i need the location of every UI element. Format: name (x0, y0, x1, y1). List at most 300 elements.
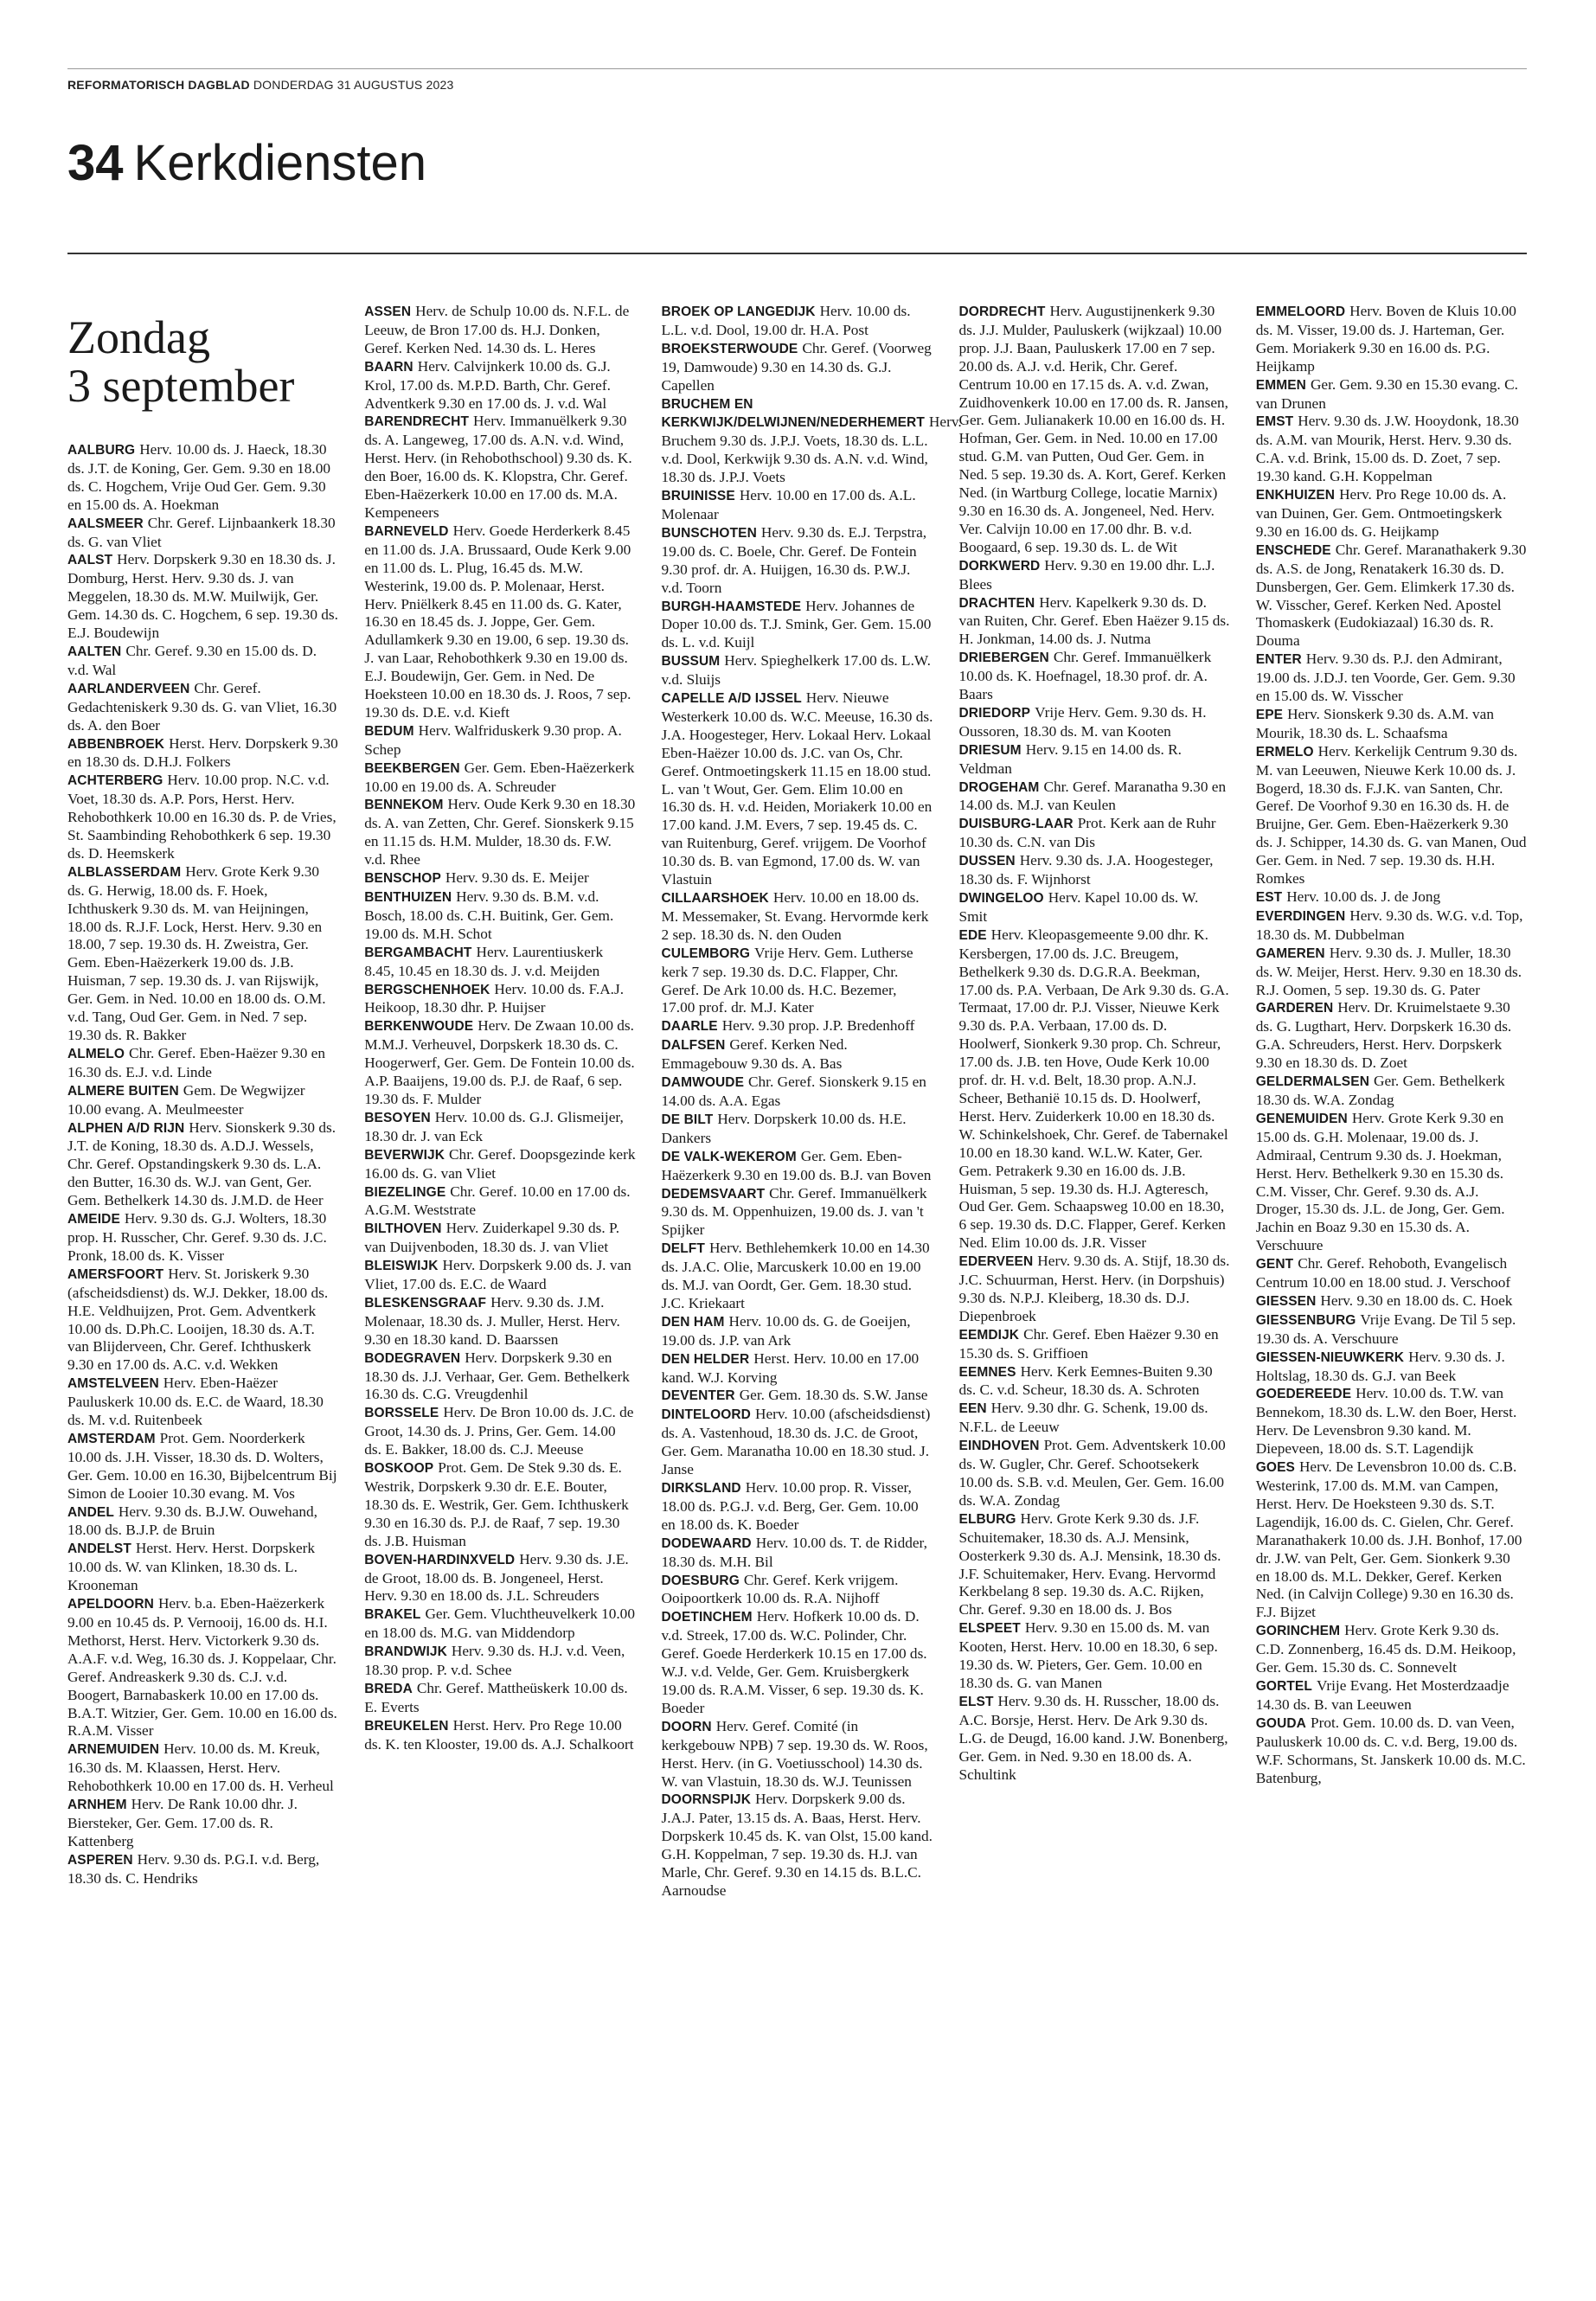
place-name: BREDA (364, 1681, 413, 1696)
service-details: Herv. Sionskerk 9.30 ds. A.M. van Mourik, 18.30 ds. L. Schaafsma (1255, 705, 1494, 741)
service-entry (67, 1375, 338, 1430)
place-name: CULEMBORG (661, 945, 751, 961)
place-name: ALMELO (67, 1046, 125, 1061)
place-name: DODEWAARD (661, 1535, 752, 1551)
service-entry (662, 1313, 933, 1350)
place-name: EMMEN (1255, 377, 1306, 393)
service-entry (662, 524, 933, 598)
service-entry (67, 441, 338, 515)
column-1-entries (67, 441, 338, 1888)
service-entry (67, 1503, 338, 1541)
place-name: DUISBURG-LAAR (958, 817, 1074, 832)
column-5 (1256, 303, 1527, 2258)
service-details: Chr. Geref. Sionskerk 9.15 en 14.00 ds. A.A. Egas (661, 1074, 926, 1109)
place-name: GENT (1255, 1257, 1294, 1272)
service-entry (364, 1404, 635, 1459)
place-name: EEMNES (958, 1364, 1016, 1380)
service-entry (1256, 1110, 1527, 1255)
service-entry (1256, 376, 1527, 413)
place-name: ABBENBROEK (67, 736, 165, 752)
service-entry (1256, 945, 1527, 1000)
service-entry (364, 1606, 635, 1643)
service-details: Herst. Herv. Dorpskerk 9.30 en 18.30 ds. D.H.J. Folkers (67, 734, 338, 771)
place-name: EEMDIJK (958, 1327, 1020, 1343)
column-3 (661, 303, 962, 2258)
service-entry (662, 1608, 933, 1717)
service-entry (959, 1619, 1230, 1693)
column-3-entries (661, 303, 962, 1900)
service-details: Herv. 10.00 ds. T. de Ridder, 18.30 ds. M.H. Bil (661, 1534, 927, 1570)
service-entry (959, 889, 1230, 926)
service-entry (1256, 1622, 1527, 1677)
service-details: Herv. De Bron 10.00 ds. J.C. de Groot, 14.30 ds. J. Prins, Ger. Gem. 14.00 ds. E. Bakker, 18.00 ds. C.J. Meeuse (364, 1404, 634, 1458)
service-entry (364, 981, 635, 1018)
service-details: Chr. Geref. Kerk vrijgem. Ooipoortkerk 10.00 ds. R.A. Nijhoff (661, 1571, 899, 1607)
day-heading-date: 3 september (67, 360, 295, 412)
service-details: Chr. Geref. Immanuëlkerk 10.00 ds. K. Hoefnagel, 18.30 prof. dr. A. Baars (958, 649, 1212, 703)
place-name: AALBURG (67, 443, 136, 458)
service-details: Herv. Sionskerk 9.30 ds. J.T. de Koning, 18.30 ds. A.D.J. Wessels, Chr. Geref. Opstandingskerk 9.30 ds. L.A. den Butter, 16.30 ds. W.J. van Gent, Ger. Gem. Bethelkerk 14.30 ds. J.M.D. de Heer (67, 1118, 337, 1209)
place-name: EINDHOVEN (958, 1439, 1040, 1454)
service-entry (662, 1791, 933, 1900)
place-name: ASPEREN (67, 1852, 133, 1868)
place-name: DIRKSLAND (661, 1481, 741, 1496)
service-details: Herv. 9.30 ds. P.G.I. v.d. Berg, 18.30 ds. C. Hendriks (67, 1850, 320, 1887)
service-entry (662, 1036, 933, 1074)
place-name: DRIEBERGEN (958, 651, 1049, 666)
service-details: Herv. Grote Kerk 9.30 ds. C.D. Zonnenberg, 16.45 ds. D.M. Heikoop, Ger. Gem. 15.30 ds. C. Sonnevelt (1255, 1622, 1516, 1676)
place-name: AMERSFOORT (67, 1266, 164, 1282)
service-details: Herv. Grote Kerk 9.30 ds. J.F. Schuitemaker, 18.30 ds. A.J. Mensink, Oosterkerk 9.30 ds. A.J. Mensink, 18.30 ds. J.F. Schuitemaker, Herv. Evang. Hervormd Kerkbelang 8 sep. 19.30 ds. A.C. Rijken, Chr. Geref. 9.30 en 18.00 ds. J. Bos (958, 1509, 1221, 1618)
service-details: Chr. Geref. Maranatha 9.30 en 14.00 ds. M.J. van Keulen (958, 778, 1227, 814)
service-details: Herv. 9.30 ds. H.J. v.d. Veen, 18.30 prop. P. v.d. Schee (364, 1643, 625, 1679)
service-entry (959, 741, 1230, 779)
service-entry (67, 1082, 338, 1119)
service-entry (662, 889, 933, 945)
service-details: Herv. Dr. Kruimelstaete 9.30 ds. G. Lugthart, Herv. Dorpskerk 16.30 ds. G.A. Schreuders, Herst. Herv. Dorpskerk 9.30 en 18.30 ds. D. Zoet (1255, 999, 1512, 1072)
service-details: Prot. Kerk aan de Ruhr 10.30 ds. C.N. van Dis (958, 815, 1216, 851)
service-details: Vrije Herv. Gem. 9.30 ds. H. Oussoren, 18.30 ds. M. van Kooten (958, 703, 1207, 740)
service-entry (67, 1595, 338, 1740)
service-entry (364, 1109, 635, 1146)
place-name: BERGSCHENHOEK (364, 982, 490, 997)
service-details: Herv. Oude Kerk 9.30 en 18.30 ds. A. van Zetten, Chr. Geref. Sionskerk 9.15 en 11.15 ds. H.M. Mulder, 18.30 ds. F.W. v.d. Rhee (364, 796, 636, 868)
place-name: DRIEDORP (958, 705, 1031, 721)
service-entry (1256, 1677, 1527, 1715)
place-name: APELDOORN (67, 1597, 154, 1612)
service-details: Herv. Grote Kerk 9.30 en 15.00 ds. G.H. Molenaar, 19.00 ds. J. Admiraal, Centrum 9.30 ds. J. Hoekman, Herst. Herv. Bethelkerk 9.30 en 15.30 ds. C.M. Visser, Chr. Geref. 9.30 ds. A.J. Droger, 15.30 ds. J.L. de Jong, Ger. Gem. Jachin en Boaz 9.30 en 15.30 ds. A. Verschuure (1255, 1109, 1505, 1254)
place-name: ELBURG (958, 1511, 1016, 1527)
place-name: BERGAMBACHT (364, 945, 472, 960)
place-name: ELST (958, 1694, 994, 1709)
column-4-entries (959, 303, 1230, 1784)
place-name: ALPHEN A/D RIJN (67, 1120, 185, 1136)
day-heading-weekday: Zondag (67, 311, 210, 363)
service-entry (1256, 907, 1527, 945)
service-details: Herv. 10.00 ds. F.A.J. Heikoop, 18.30 dhr. P. Huijser (364, 980, 625, 1016)
service-entry (1256, 1458, 1527, 1622)
listings (67, 303, 1527, 2258)
place-name: AMSTERDAM (67, 1431, 156, 1446)
place-name: BIEZELINGE (364, 1184, 446, 1200)
place-name: ALBLASSERDAM (67, 864, 182, 880)
service-details: Chr. Geref. Eben-Haëzer 9.30 en 16.30 ds. E.J. v.d. Linde (67, 1044, 325, 1080)
service-details: Herv. De Rank 10.00 dhr. J. Biersteker, Ger. Gem. 17.00 ds. R. Kattenberg (67, 1796, 298, 1849)
service-entry (364, 358, 635, 413)
service-entry (959, 1253, 1230, 1326)
place-name: BRAKEL (364, 1607, 421, 1623)
place-name: BROEK OP LANGEDIJK (661, 304, 816, 319)
service-entry (364, 1680, 635, 1717)
place-name: BLESKENSGRAAF (364, 1295, 487, 1311)
place-name: EMST (1255, 414, 1294, 430)
service-details: Ger. Gem. 18.30 ds. S.W. Janse (739, 1387, 928, 1404)
place-name: BESOYEN (364, 1110, 431, 1125)
place-name: BUNSCHOTEN (661, 525, 757, 541)
service-details: Ger. Gem. Eben-Haëzerkerk 9.30 en 19.00 ds. B.J. van Boven (661, 1147, 932, 1183)
service-entry (662, 1535, 933, 1572)
service-entry (364, 1643, 635, 1680)
service-details: Herv. 9.30 ds. J. Muller, 18.30 ds. W. Meijer, Herst. Herv. 9.30 en 18.30 ds. R.J. Oomen, 5 sep. 19.30 ds. G. Pater (1255, 944, 1522, 998)
service-details: Herv. 10.00 ds. J. Haeck, 18.30 ds. J.T. de Koning, Ger. Gem. 9.30 en 18.00 ds. C. Hogchem, Vrije Oud Ger. Gem. 9.30 en 15.00 ds. A. Hoekman (67, 441, 330, 513)
service-details: Herv. de Schulp 10.00 ds. N.F.L. de Leeuw, de Bron 17.00 ds. H.J. Donken, Geref. Kerken Ned. 14.30 ds. L. Heres (364, 303, 630, 356)
place-name: DALFSEN (661, 1038, 726, 1054)
service-entry (661, 395, 962, 488)
service-entry (1256, 303, 1527, 376)
service-entry (662, 487, 933, 524)
service-details: Herv. 9.30 ds. E. Meijer (445, 869, 589, 887)
page-title (67, 135, 427, 191)
service-details: Chr. Geref. 10.00 en 17.00 ds. A.G.M. Weststrate (364, 1183, 631, 1219)
place-name: DOORNSPIJK (661, 1792, 751, 1808)
service-entry (959, 557, 1230, 594)
place-name: DORKWERD (958, 558, 1041, 574)
place-name: EST (1255, 890, 1283, 905)
service-entry (959, 1363, 1230, 1400)
service-entry (662, 1718, 933, 1791)
service-entry (662, 1406, 933, 1479)
service-details: Herv. 9.30 ds. J.A. Hoogesteger, 18.30 ds. F. Wijnhorst (958, 852, 1214, 888)
service-details: Herv. 9.30 en 18.00 ds. C. Hoek (1320, 1292, 1513, 1309)
service-entry (662, 1148, 933, 1185)
place-name: GIESSENBURG (1255, 1312, 1356, 1328)
service-details: Herv. 9.30 en 19.00 dhr. L.J. Blees (958, 556, 1215, 593)
place-name: BOVEN-HARDINXVELD (364, 1552, 516, 1567)
service-entry (1256, 1073, 1527, 1110)
service-details: Herv. Calvijnkerk 10.00 ds. G.J. Krol, 17.00 ds. M.P.D. Barth, Chr. Geref. Adventkerk 9.30 en 17.00 ds. J. v.d. Wal (364, 357, 611, 412)
service-entry (67, 515, 338, 552)
place-name: GENEMUIDEN (1255, 1111, 1348, 1126)
service-details: Herv. Grote Kerk 9.30 ds. G. Herwig, 18.00 ds. F. Hoek, Ichthuskerk 9.30 ds. M. van Heijningen, 18.00 ds. R.J.F. Lock, Herst. Herv. 9.30 en 18.00, 7 sep. 19.30 ds. H. Zweistra, Ger. Gem. Eben-Haëzerkerk 19.00 ds. J.B. Huisman, 7 sep. 19.30 ds. J. van Rijswijk, Ger. Gem. in Ned. 10.00 en 18.00 ds. O.M. v.d. Tang, Oud Ger. Gem. in Ned. 7 sep. 19.30 ds. R. Bakker (67, 862, 326, 1043)
service-details: Herv. St. Joriskerk 9.30 (afscheidsdienst) ds. W.J. Dekker, 18.00 ds. H.E. Veldhuijzen, Prot. Gem. Adventkerk 10.00 ds. D.Ph.C. Looijen, 18.30 ds. A.T. van Blijderveen, Chr. Geref. Ichthuskerk 9.30 en 17.00 ds. A.C. v.d. Wekken (67, 1265, 329, 1374)
service-details: Herv. 9.30 ds. J.W. Hooydonk, 18.30 ds. A.M. van Mourik, Herst. Herv. 9.30 ds. C.A. v.d. Brink, 15.00 ds. D. Zoet, 7 sep. 19.30 kand. G.H. Koppelman (1255, 413, 1519, 485)
column-5-entries (1256, 303, 1527, 1787)
place-name: BENTHUIZEN (364, 890, 452, 905)
service-entry (662, 1074, 933, 1111)
place-name: DEN HAM (661, 1314, 725, 1330)
place-name: ANDELST (67, 1541, 131, 1557)
service-entry (662, 1240, 933, 1313)
service-details: Herv. Nieuwe Westerkerk 10.00 ds. W.C. Meeuse, 16.30 ds. J.A. Hoogesteger, Herv. Lokaal Herv. Lokaal Eben-Haëzer 10.00 ds. J.C. van Os, Chr. Geref. Ontmoetingskerk 11.15 en 18.00 stud. L. van 't Wout, Ger. Gem. Elim 10.00 en 16.30 ds. H. v.d. Heiden, Moriakerk 10.00 en 17.00 kand. J.M. Evers, 7 sep. 19.45 ds. C. van Ruitenburg, Geref. vrijgem. De Voorhof 10.30 ds. B. van Egmond, 17.00 ds. W. van Vlastuin (661, 689, 933, 888)
service-details: Herv. 9.30 en 15.00 ds. M. van Kooten, Herst. Herv. 10.00 en 18.30, 6 sep. 19.30 ds. W. Pieters, Ger. Gem. 10.00 en 18.30 ds. G. van Manen (958, 1619, 1218, 1691)
service-details: Herv. Kleopasgemeente 9.00 dhr. K. Kersbergen, 17.00 ds. J.C. Breugem, Bethelkerk 9.30 ds. D.G.R.A. Beekman, 17.00 ds. P.A. Verbaan, De Ark 9.30 ds. G.A. Termaat, 17.00 dr. P.J. Visser, Nieuwe Kerk 9.30 ds. P.A. Verbaan, 17.00 ds. D. Hoolwerf, Sionkerk 9.30 prop. Ch. Schreur, 17.00 ds. J.B. ten Hove, Oude Kerk 10.00 prof. dr. H. v.d. Belt, 18.30 prop. A.N.J. Scheer, Bethanië 10.15 ds. D. Hoolwerf, Herst. Herv. Zuiderkerk 10.00 en 18.30 ds. W. Schinkelshoek, Chr. Geref. de Tabernakel 10.00 en 18.30 kand. W.L.W. Kater, Ger. Gem. Petrakerk 9.30 en 16.00 ds. J.B. Huisman, 5 sep. 19.30 ds. H.J. Agteresch, Oud Ger. Gem. Schaapsweg 10.00 en 18.30, 6 sep. 19.30 ds. D.C. Flapper, Geref. Kerken Ned. Elim 10.00 ds. J.R. Visser (958, 926, 1229, 1252)
place-name: BREUKELEN (364, 1718, 449, 1734)
service-entry (364, 1551, 635, 1606)
service-entry (364, 522, 635, 722)
service-details: Herv. 10.00 (afscheidsdienst) ds. A. Vastenhoud, 18.30 ds. J.C. de Groot, Ger. Gem. Maranatha 10.00 en 18.30 stud. J. Janse (661, 1406, 931, 1478)
place-name: CILLAARSHOEK (661, 891, 769, 906)
service-details: Herv. Boven de Kluis 10.00 ds. M. Visser, 19.00 ds. J. Harteman, Ger. Gem. Moriakerk 9.30 en 16.00 ds. P.G. Heijkamp (1255, 303, 1516, 375)
service-details: Herv. Dorpskerk 9.30 en 18.30 ds. J. Domburg, Herst. Herv. 9.30 ds. J. van Meggelen, 18.30 ds. M.W. Muilwijk, Ger. Gem. 14.30 ds. C. Hogchem, 6 sep. 19.30 ds. E.J. Boudewijn (67, 551, 338, 642)
service-entry (364, 944, 635, 981)
place-name: DEDEMSVAART (661, 1186, 766, 1202)
service-entry (959, 1437, 1230, 1510)
place-name: BOSKOOP (364, 1461, 434, 1477)
place-name: BEEKBERGEN (364, 760, 460, 776)
service-details: Herv. 10.00 ds. L.L. v.d. Dool, 19.00 dr. H.A. Post (661, 303, 911, 338)
place-name: BURGH-HAAMSTEDE (661, 599, 802, 614)
service-entry (364, 722, 635, 760)
place-name: AMSTELVEEN (67, 1376, 159, 1392)
service-entry (662, 303, 933, 340)
service-entry (662, 945, 933, 1018)
service-entry (67, 1045, 338, 1082)
place-name: BUSSUM (661, 654, 721, 670)
service-details: Herv. 10.00 ds. M. Kreuk, 16.30 ds. M. Klaassen, Herst. Herv. Rehobothkerk 10.00 en 17.00 ds. H. Verheul (67, 1740, 334, 1795)
service-entry (67, 1266, 338, 1375)
place-name: DRIESUM (958, 742, 1022, 758)
service-details: Prot. Gem. De Stek 9.30 ds. E. Westrik, Dorpskerk 9.30 dr. E.E. Bouter, 18.30 ds. E. Westrik, Ger. Gem. Ichthuskerk 9.30 en 16.30 ds. P.J. de Raaf, 7 sep. 19.30 ds. J.B. Huisman (364, 1459, 629, 1549)
place-name: GOES (1255, 1460, 1295, 1476)
running-header (67, 78, 1527, 92)
service-entry (1256, 1385, 1527, 1458)
service-details: Chr. Geref. Rehoboth, Evangelisch Centrum 10.00 en 18.00 stud. J. Verschoof (1255, 1255, 1511, 1292)
place-name: ENTER (1255, 652, 1302, 668)
service-details: Herv. Johannes de Doper 10.00 ds. T.J. Smink, Ger. Gem. 15.00 ds. L. v.d. Kuijl (661, 597, 932, 651)
service-entry (1256, 999, 1527, 1073)
service-entry (662, 1479, 933, 1535)
service-details: Vrije Evang. De Til 5 sep. 19.30 ds. A. Verschuure (1255, 1311, 1516, 1347)
service-entry (67, 551, 338, 643)
place-name: BENNEKOM (364, 798, 444, 813)
service-details: Ger. Gem. Eben-Haëzerkerk 10.00 en 19.00 ds. A. Schreuder (364, 759, 635, 795)
service-details: Herst. Herv. Pro Rege 10.00 ds. K. ten Klooster, 19.00 ds. A.J. Schalkoort (364, 1716, 634, 1753)
service-details: Vrije Herv. Gem. Lutherse kerk 7 sep. 19.30 ds. D.C. Flapper, Chr. Geref. De Ark 10.00 ds. H.C. Bezemer, 17.00 prof. dr. M.J. Kater (661, 944, 913, 1016)
place-name: BEDUM (364, 723, 414, 739)
service-details: Herv. 9.30 ds. E.J. Terpstra, 19.00 ds. C. Boele, Chr. Geref. De Fontein 9.30 prof. dr. A. Huijgen, 16.30 ds. P.W.J. v.d. Toorn (661, 523, 927, 596)
place-name: GIESSEN-NIEUWKERK (1255, 1349, 1405, 1365)
service-details: Herv. Immanuëlkerk 9.30 ds. A. Langeweg, 17.00 ds. A.N. v.d. Wind, Herst. Herv. (in Rehobothschool) 9.30 ds. K. den Boer, 16.00 ds. K. Klopstra, Chr. Geref. Eben-Haëzerkerk 10.00 en 17.00 ds. M.A. Kempeneers (364, 413, 632, 521)
service-details: Herst. Herv. Herst. Dorpskerk 10.00 ds. W. van Klinken, 18.30 ds. L. Krooneman (67, 1540, 316, 1594)
service-entry (364, 1257, 635, 1294)
column-2 (364, 303, 635, 2258)
place-name: DOETINCHEM (661, 1610, 753, 1625)
service-entry (67, 680, 338, 735)
service-entry (364, 869, 635, 888)
place-name: AALST (67, 553, 113, 568)
place-name: DEVENTER (661, 1388, 735, 1404)
place-name: BEVERWIJK (364, 1147, 445, 1163)
publication-date: DONDERDAG 31 AUGUSTUS 2023 (253, 78, 454, 92)
service-entry (662, 1017, 933, 1036)
service-details: Chr. Geref. Maranathakerk 9.30 ds. A.S. de Jong, Renatakerk 16.30 ds. D. Dunsbergen, Ger. Gem. Elimkerk 17.30 ds. W. Visscher, Geref. Kerken Ned. Apostel Thomaskerk (Eudokiazaal) 16.30 ds. R. Douma (1255, 541, 1527, 650)
service-details: Chr. Geref. (Voorweg 19, Damwoude) 9.30 en 14.30 ds. G.J. Capellen (661, 339, 932, 394)
service-details: Herv. 9.30 ds. A. Stijf, 18.30 ds. J.C. Schuurman, Herst. Herv. (in Dorpshuis) 9.30 ds. N.P.J. Kleiberg, 18.30 ds. D.J. Diepenbroek (958, 1253, 1230, 1324)
service-details: Herv. 10.00 ds. G. de Goeijen, 19.00 ds. J.P. van Ark (661, 1312, 911, 1349)
service-details: Herv. Laurentiuskerk 8.45, 10.45 en 18.30 ds. J. v.d. Meijden (364, 943, 604, 979)
service-details: Herv. De Zwaan 10.00 ds. M.M.J. Verheuvel, Dorpskerk 18.30 ds. C. Hoogerwerf, Ger. Gem. De Fontein 10.00 ds. A.P. Baaijens, 19.00 ds. P.J. de Raaf, 6 sep. 19.30 ds. F. Mulder (364, 1017, 635, 1107)
service-entry (662, 1572, 933, 1609)
place-name: BLEISWIJK (364, 1259, 439, 1274)
service-entry (1256, 1255, 1527, 1292)
place-name: DOORN (661, 1719, 712, 1734)
service-entry (959, 649, 1230, 704)
service-entry (1256, 651, 1527, 706)
place-name: BRUINISSE (661, 489, 735, 504)
service-details: Herv. Bruchem 9.30 ds. J.P.J. Voets, 18.30 ds. L.L. v.d. Dool, Kerkwijk 9.30 ds. A.N. v.d. Wind, 18.30 ds. J.P.J. Voets (661, 413, 962, 486)
service-entry (364, 1294, 635, 1349)
place-name: BODEGRAVEN (364, 1350, 461, 1366)
service-details: Gem. De Wegwijzer 10.00 evang. A. Meulmeester (67, 1081, 305, 1118)
place-name: DROGEHAM (958, 779, 1040, 795)
service-details: Herv. 9.30 ds. J. Holtslag, 18.30 ds. G.J. van Beek (1255, 1348, 1505, 1384)
service-entry (1256, 542, 1527, 651)
service-details: Chr. Geref. Doopsgezinde kerk 16.00 ds. G. van Vliet (364, 1145, 636, 1182)
service-entry (364, 888, 635, 944)
service-entry (364, 1183, 635, 1221)
service-details: Herv. Kapel 10.00 ds. W. Smit (958, 889, 1199, 925)
service-details: Herv. Augustijnenkerk 9.30 ds. J.J. Mulder, Pauluskerk (wijkzaal) 10.00 prop. J.J. Baan, Pauluskerk 17.00 en 7 sep. 20.00 ds. A.J. v.d. Herik, Chr. Geref. Centrum 10.00 en 17.15 ds. A. v.d. Zwan, Zuidhovenkerk 10.00 en 17.00 ds. R. Jansen, Ger. Gem. Julianakerk 10.00 en 16.00 ds. H. Hofman, Ger. Gem. in Ned. 10.00 en 17.00 stud. G.M. van Putten, Oud Ger. Gem. in Ned. 5 sep. 19.30 ds. A. Kort, Geref. Kerken Ned. (in Wartburg College, locatie Marnix) 9.30 en 16.30 ds. A. Jongeneel, Ned. Herv. Ver. Calvijn 10.00 en 17.00 dhr. B. v.d. Boogaard, 6 sep. 19.30 ds. L. de Wit (958, 303, 1229, 555)
service-entry (959, 1510, 1230, 1619)
place-name: DRACHTEN (958, 595, 1035, 611)
service-details: Herv. 10.00 ds. J. de Jong (1286, 888, 1441, 905)
place-name: BROEKSTERWOUDE (661, 341, 798, 356)
service-details: Herv. 10.00 prop. N.C. v.d. Voet, 18.30 ds. A.P. Pors, Herst. Herv. Rehobothkerk 10.00 en 16.30 ds. P. de Vries, St. Saambinding Rehobothkerk 6 sep. 19.30 ds. D. Heemskerk (67, 772, 337, 862)
service-entry (67, 1540, 338, 1595)
service-entry (662, 689, 933, 889)
service-details: Herv. 9.30 ds. G.J. Wolters, 18.30 prop. H. Russcher, Chr. Geref. 9.30 ds. J.C. Pronk, 18.00 ds. K. Visser (67, 1210, 327, 1264)
page-number: 34 (67, 135, 124, 191)
service-entry (67, 863, 338, 1045)
service-details: Herv. Kerk Eemnes-Buiten 9.30 ds. C. v.d. Scheur, 18.30 ds. A. Schroten (958, 1362, 1213, 1399)
place-name: GORTEL (1255, 1678, 1312, 1694)
service-entry (662, 598, 933, 653)
service-entry (959, 704, 1230, 741)
service-entry (1256, 486, 1527, 542)
place-name: EDERVEEN (958, 1254, 1034, 1270)
service-entry (364, 1459, 635, 1551)
place-name: BARNEVELD (364, 523, 449, 539)
place-name: GOEDEREEDE (1255, 1387, 1352, 1402)
place-name: ENKHUIZEN (1255, 488, 1336, 503)
place-name: BENSCHOP (364, 871, 441, 887)
service-details: Prot. Gem. Adventskerk 10.00 ds. W. Gugler, Chr. Geref. Schootsekerk 10.00 ds. S.B. v.d. Meulen, Ger. Gem. 16.00 ds. W.A. Zondag (958, 1437, 1226, 1509)
place-name: DELFT (661, 1241, 705, 1257)
service-details: Herv. Spieghelkerk 17.00 ds. L.W. v.d. Sluijs (661, 652, 931, 689)
service-entry (959, 1326, 1230, 1363)
service-entry (67, 1210, 338, 1266)
place-name: EVERDINGEN (1255, 908, 1346, 924)
service-details: Herv. 10.00 en 18.00 ds. M. Messemaker, St. Evang. Hervormde kerk 2 sep. 18.30 ds. N. den Ouden (661, 889, 929, 943)
day-heading (67, 313, 338, 410)
service-details: Ger. Gem. Bethelkerk 18.30 ds. W.A. Zondag (1255, 1073, 1505, 1108)
place-name: GARDEREN (1255, 1001, 1334, 1016)
title-rule (67, 253, 1527, 254)
service-details: Herst. Herv. 10.00 en 17.00 kand. W.J. Korving (661, 1349, 920, 1386)
service-entry (959, 779, 1230, 816)
place-name: ASSEN (364, 304, 412, 319)
service-entry (1256, 413, 1527, 486)
place-name: ALMERE BUITEN (67, 1083, 179, 1099)
service-entry (364, 796, 635, 869)
service-entry (662, 1111, 933, 1148)
service-details: Herv. b.a. Eben-Haëzerkerk 9.00 en 10.45 ds. P. Vernooij, 16.00 ds. H.I. Methorst, Herst. Herv. Victorkerk 9.30 ds. A.A.F. v.d. Weg, 16.30 ds. J. Koppelaar, Chr. Geref. Andreaskerk 9.30 ds. C.J. v.d. Boogert, Barnabaskerk 10.00 en 17.00 ds. B.A.T. Witzier, Ger. Gem. 10.00 en 16.00 ds. R.A.M. Visser (67, 1595, 337, 1740)
service-details: Chr. Geref. Immanuëlkerk 9.30 ds. M. Oppenhuizen, 19.00 ds. J. van 't Spijker (661, 1184, 927, 1239)
place-name: BERKENWOUDE (364, 1019, 474, 1035)
service-entry (364, 413, 635, 522)
place-name: ANDEL (67, 1504, 114, 1520)
service-details: Herv. 9.30 ds. P.J. den Admirant, 19.00 ds. J.D.J. ten Voorde, Ger. Gem. 9.30 en 15.00 ds. W. Visscher (1255, 651, 1516, 705)
service-details: Herv. Geref. Comité (in kerkgebouw NPB) 7 sep. 19.30 ds. W. Roos, Herst. Herv. (in G. Voetiusschool) 14.30 ds. W. van Vlastuin, 18.30 ds. W.J. Teunissen (661, 1717, 928, 1790)
place-name: GORINCHEM (1255, 1624, 1341, 1639)
service-entry (364, 303, 635, 358)
service-entry (67, 1740, 338, 1796)
service-details: Herv. Goede Herderkerk 8.45 en 11.00 ds. J.A. Brussaard, Oude Kerk 9.00 en 11.00 ds. L. Plug, 16.45 ds. M.W. Westerink, 19.00 ds. P. Molenaar, Herst. Herv. Pniëlkerk 8.45 en 11.00 ds. G. Kater, 16.30 en 18.45 ds. J. Joppe, Ger. Gem. Adullamkerk 9.30 en 19.00, 6 sep. 19.30 ds. J. van Laar, Rehobothkerk 9.30 en 19.00 ds. E.J. Boudewijn, Ger. Gem. in Ned. De Hoeksteen 10.00 en 18.30 ds. J. Roos, 7 sep. 19.30 ds. D.E. v.d. Kieft (364, 522, 631, 721)
place-name: DUSSEN (958, 854, 1016, 869)
place-name: DINTELOORD (661, 1407, 751, 1423)
service-entry (1256, 1349, 1527, 1386)
service-entry (1256, 888, 1527, 907)
service-entry (959, 926, 1230, 1253)
place-name: DWINGELOO (958, 891, 1044, 906)
column-1 (67, 303, 338, 2258)
service-entry (364, 1220, 635, 1257)
service-entry (662, 1350, 933, 1388)
place-name: ARNHEM (67, 1798, 127, 1813)
service-entry (1256, 743, 1527, 888)
place-name: EDE (958, 927, 987, 943)
place-name: DEN HELDER (661, 1351, 750, 1367)
service-details: Ger. Gem. 9.30 en 15.30 evang. C. van Drunen (1255, 375, 1518, 412)
place-name: DE VALK-WEKEROM (661, 1149, 797, 1164)
service-details: Chr. Geref. 9.30 en 15.00 ds. D. v.d. Wal (67, 642, 317, 678)
service-details: Herv. Hofkerk 10.00 ds. D. v.d. Streek, 17.00 ds. W.C. Polinder, Chr. Geref. Goede Herderkerk 10.15 en 17.00 ds. W.J. v.d. Velde, Ger. Gem. Kruisbergkerk 19.00 ds. R.A.M. Visser, 6 sep. 19.30 ds. K. Boeder (661, 1608, 927, 1716)
service-entry (67, 1430, 338, 1503)
service-details: Herv. Dorpskerk 9.00 ds. J.A.J. Pater, 13.15 ds. A. Baas, Herst. Herv. Dorpskerk 10.45 ds. K. van Olst, 15.00 kand. G.H. Koppelman, 7 sep. 19.30 ds. H.J. van Marle, Chr. Geref. 9.30 en 14.15 ds. B.L.C. Aarnoudse (661, 1791, 933, 1899)
service-details: Herv. Walfriduskerk 9.30 prop. A. Schep (364, 721, 622, 758)
service-entry (1256, 1715, 1527, 1788)
place-name: ARNEMUIDEN (67, 1742, 160, 1758)
place-name: BARENDRECHT (364, 414, 470, 430)
service-details: Herv. Bethlehemkerk 10.00 en 14.30 ds. J.A.C. Olie, Marcuskerk 10.00 en 19.00 ds. M.J. van Oordt, Ger. Gem. 18.30 stud. J.C. Kriekaart (661, 1240, 930, 1311)
service-details: Herv. 9.30 ds. B.J.W. Ouwehand, 18.00 ds. B.J.P. de Bruin (67, 1503, 317, 1539)
place-name: DAMWOUDE (661, 1075, 745, 1091)
service-details: Chr. Geref. Eben Haëzer 9.30 en 15.30 ds. S. Griffioen (958, 1325, 1219, 1362)
service-entry (1256, 1311, 1527, 1349)
service-entry (959, 1693, 1230, 1785)
service-details: Herv. De Levensbron 10.00 ds. C.B. Westerink, 17.00 ds. M.M. van Campen, Herst. Herv. De Hoeksteen 9.30 ds. S.T. Lagendijk, 16.00 ds. C. Gielen, Chr. Geref. Maranathakerk 10.00 ds. J.H. Bonhof, 17.00 dr. J.W. van Pelt, Ger. Gem. Sionkerk 9.30 en 18.00 ds. M.L. Dekker, Geref. Kerken Ned. (in Calvijn College) 9.30 en 16.30 ds. F.J. Bijzet (1255, 1458, 1522, 1621)
place-name: DAARLE (661, 1019, 718, 1035)
service-details: Herv. Eben-Haëzer Pauluskerk 10.00 ds. E.C. de Waard, 18.30 ds. M. v.d. Ruitenbeek (67, 1375, 324, 1429)
service-entry (364, 760, 635, 797)
place-name: GAMEREN (1255, 945, 1325, 961)
service-details: Herv. 10.00 ds. G.J. Glismeijer, 18.30 dr. J. van Eck (364, 1108, 624, 1144)
service-details: Prot. Gem. Noorderkerk 10.00 ds. J.H. Visser, 18.30 ds. D. Wolters, Ger. Gem. 10.00 en 16.30, Bijbelcentrum Bij Simon de Looier 10.30 evang. M. Vos (67, 1429, 337, 1502)
service-entry (364, 1146, 635, 1183)
service-details: Geref. Kerken Ned. Emmagebouw 9.30 ds. A. Bas (661, 1036, 848, 1073)
service-details: Herv. 9.30 ds. B.M. v.d. Bosch, 18.00 ds. C.H. Buitink, Ger. Gem. 19.00 ds. M.H. Schot (364, 888, 614, 942)
service-details: Herv. Dorpskerk 10.00 ds. H.E. Dankers (661, 1110, 907, 1146)
